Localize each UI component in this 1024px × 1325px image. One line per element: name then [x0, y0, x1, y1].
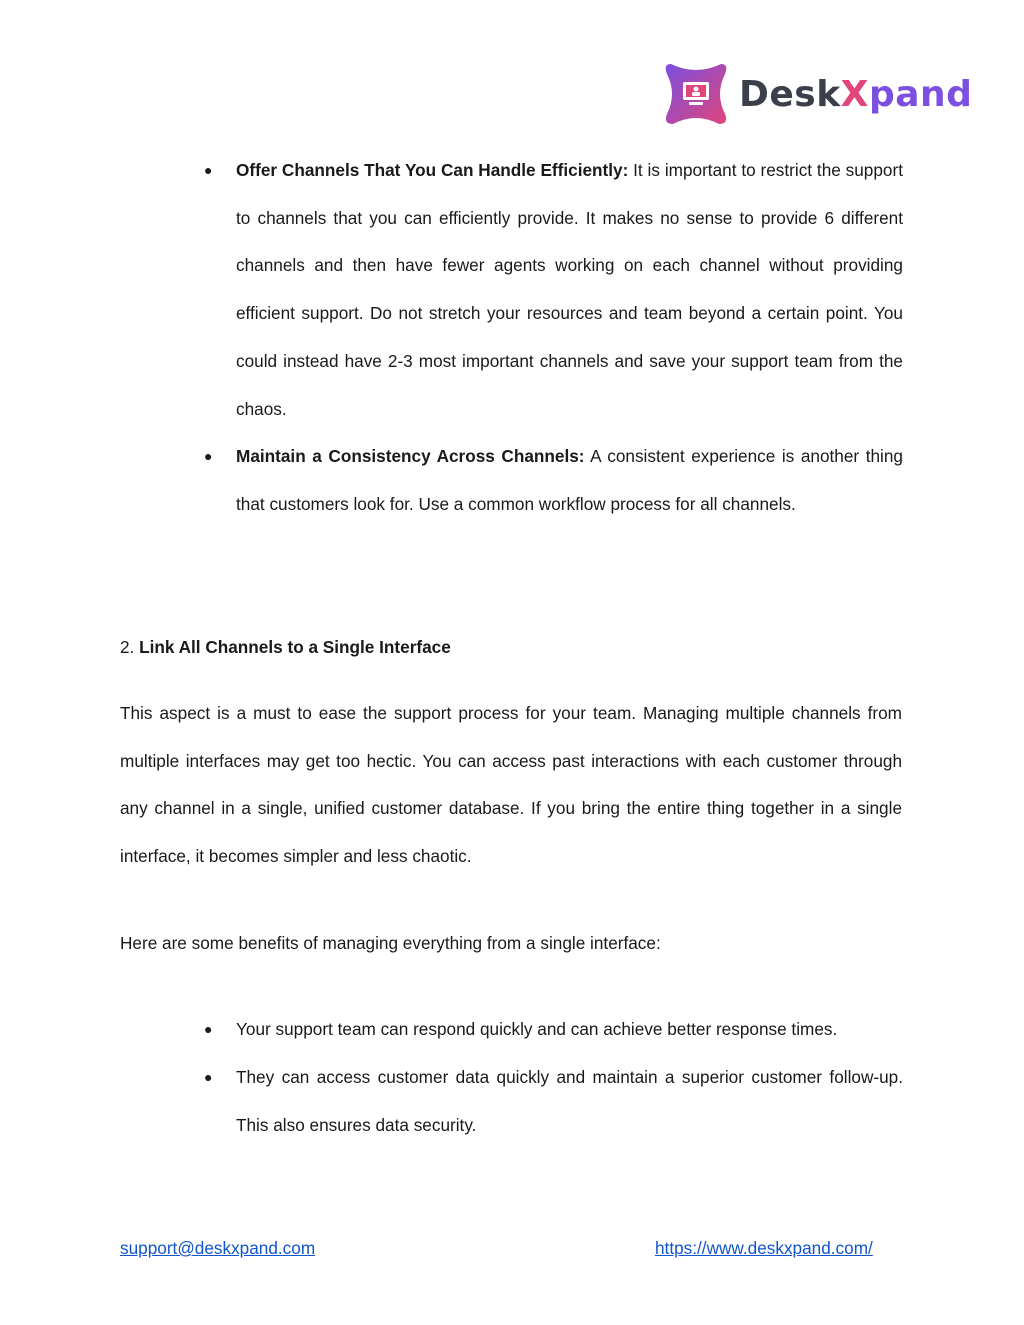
- deskxpand-logo-icon: [663, 60, 729, 128]
- footer-email-link[interactable]: support@deskxpand.com: [120, 1238, 316, 1258]
- bullet-body: A consistent experience is another thing that customers look for. Use a common workflow process for all channels.: [236, 446, 903, 514]
- paragraph: This aspect is a must to ease the support process for your team. Managing multiple channels from multiple interfaces may get too hectic. You can access past interactions with each customer through any channel in a single, unified customer database. If you bring the entire thing together in a single interface, it becomes simpler and less chaotic.: [120, 703, 902, 867]
- section-heading: [120, 630, 451, 664]
- bullet-text: [236, 433, 903, 528]
- paragraph: Here are some benefits of managing everything from a single interface:: [120, 933, 661, 953]
- section-title: Link All Channels to a Single Interface: [139, 637, 451, 657]
- bullet-text: [236, 147, 903, 433]
- section-number: 2.: [120, 637, 135, 657]
- footer-website-link[interactable]: https://www.deskxpand.com/: [655, 1238, 873, 1258]
- bullet-body: It is important to restrict the support to channels that you can efficiently provide. It makes no sense to provide 6 different channels and then have fewer agents working on each channel without providing efficient support. Do not stretch your resources and team beyond a certain point. You could instead have 2-3 most important channels and save your support team from the chaos.: [236, 160, 903, 419]
- logo-wordmark: DeskXpand: [739, 73, 973, 115]
- bullet-text: They can access customer data quickly and maintain a superior customer follow-up. This also ensures data security.: [236, 1067, 903, 1135]
- bullet-dot-icon: ●: [204, 1069, 213, 1085]
- bullet-dot-icon: ●: [204, 448, 213, 464]
- bullet-title: Maintain a Consistency Across Channels:: [236, 446, 585, 466]
- bullet-dot-icon: ●: [204, 162, 213, 178]
- deskxpand-logo: [663, 60, 972, 128]
- bullet-dot-icon: ●: [204, 1021, 213, 1037]
- bullet-text: Your support team can respond quickly and can achieve better response times.: [236, 1019, 838, 1039]
- bullet-title: Offer Channels That You Can Handle Efficiently:: [236, 160, 629, 180]
